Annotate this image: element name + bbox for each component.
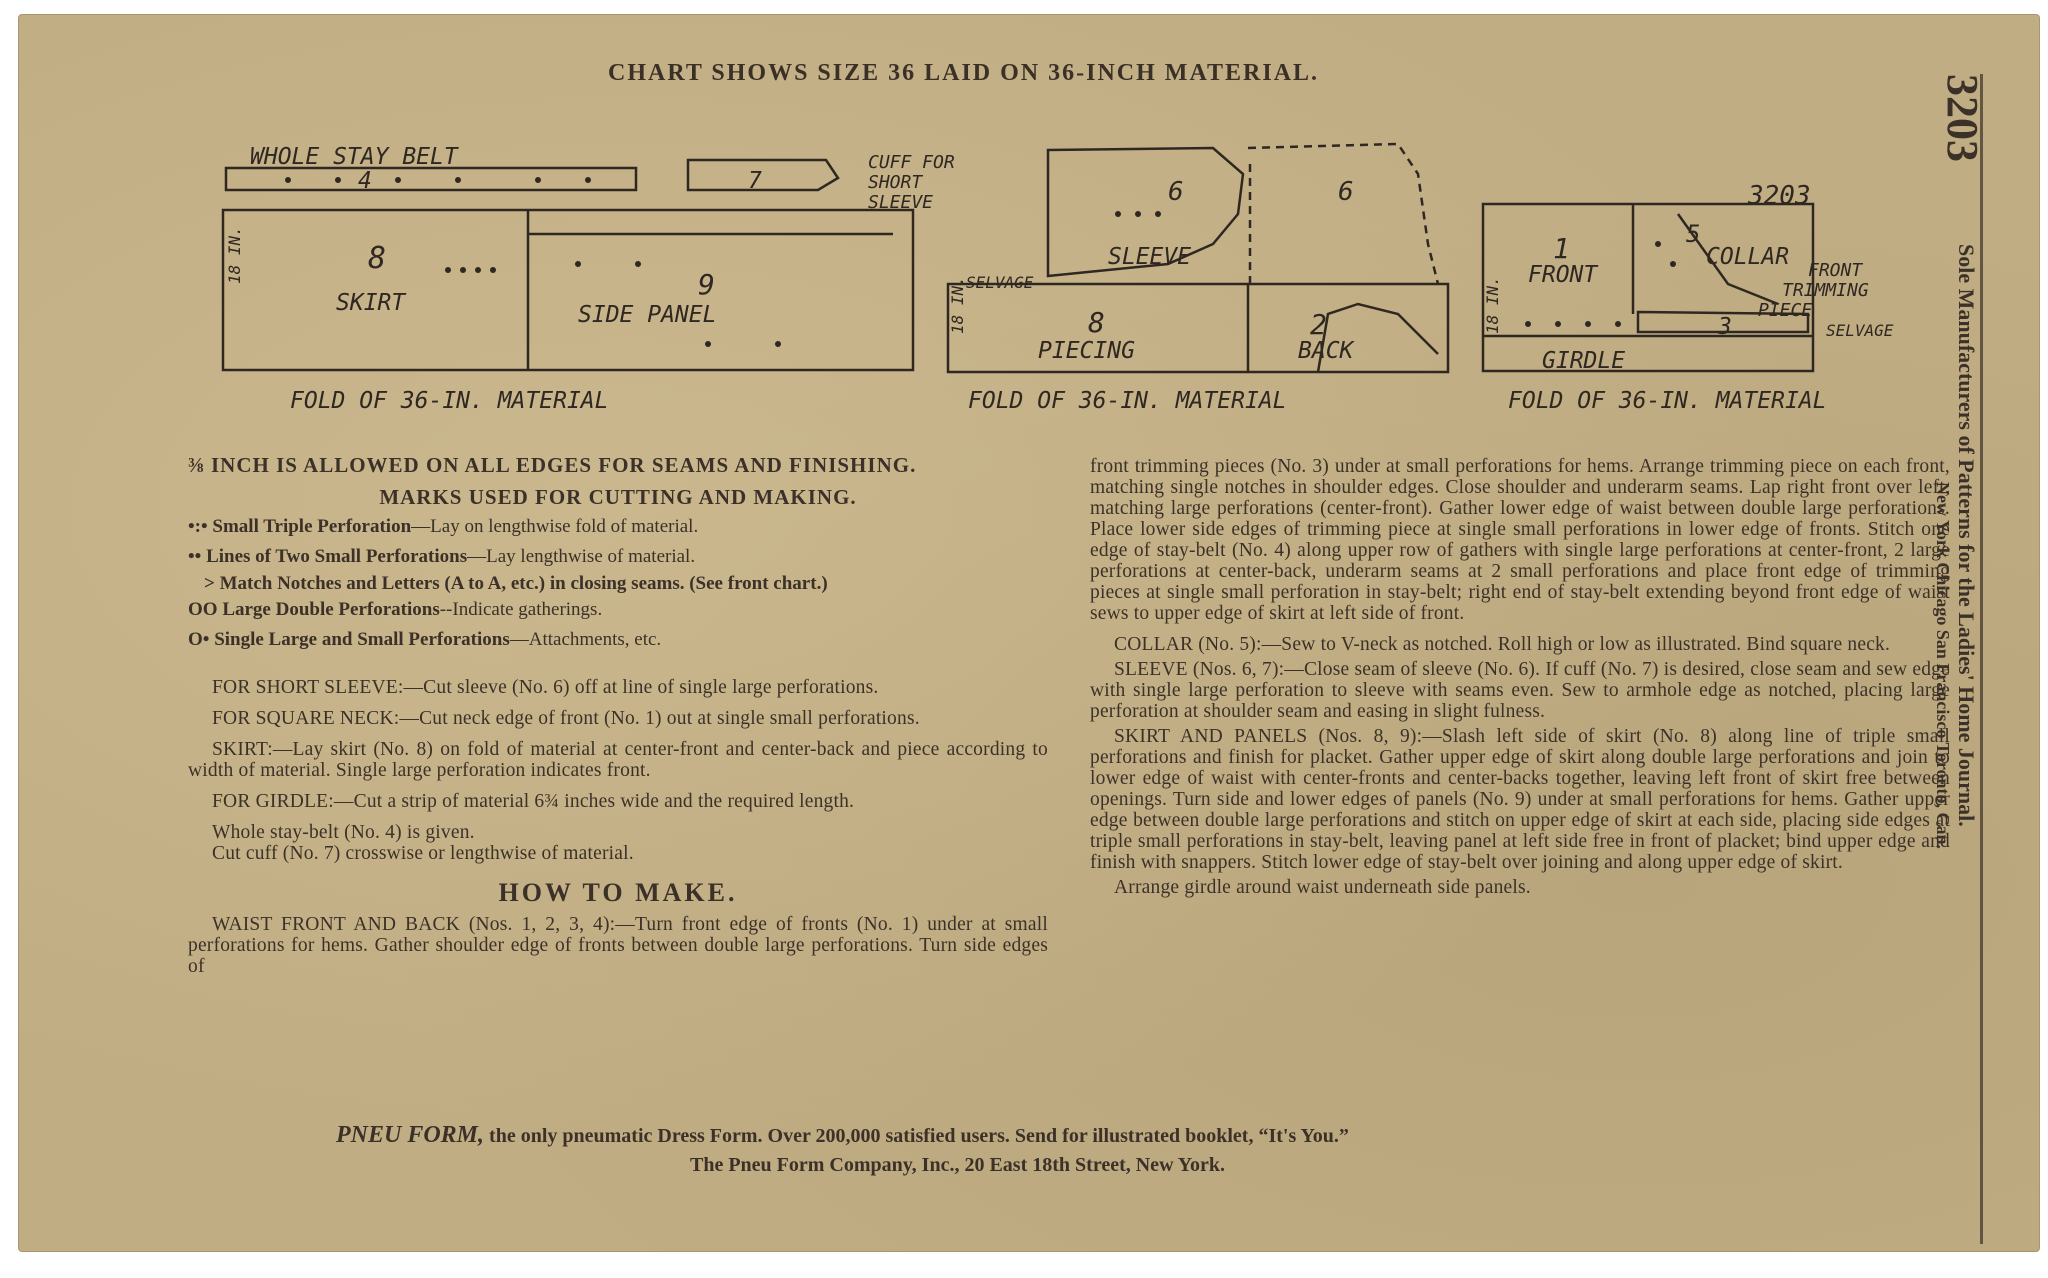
chart-title: CHART SHOWS SIZE 36 LAID ON 36-INCH MATERIAL.	[608, 60, 1320, 86]
label-fold-2: FOLD OF 36-IN. MATERIAL	[968, 388, 1287, 414]
label-fold-1: FOLD OF 36-IN. MATERIAL	[290, 388, 609, 414]
label-width-2: 18 IN.	[948, 276, 967, 334]
advert-line	[336, 1122, 1349, 1149]
advert-address: The Pneu Form Company, Inc., 20 East 18th Street, New York.	[690, 1154, 1225, 1176]
label-panel-num: 9	[698, 268, 715, 301]
label-fold-3: FOLD OF 36-IN. MATERIAL	[1508, 388, 1827, 414]
label-width-3: 18 IN.	[1483, 276, 1502, 334]
para-skirt-panels: SKIRT AND PANELS (Nos. 8, 9):—Slash left side of skirt (No. 8) along line of triple small perforations and finish for placket. Gather upper edge of skirt along double large perforations and join to lower edge of waist with center-fronts and center-backs together, leaving left front of skirt free between openings. Turn side and lower edges of panels (No. 9) under at small perforations for hems. Gather upper edge between double large perforations and stitch on upper edge of skirt at each side, placing side edges at triple small perforations in stay-belt, leaving panel at left side free in front of placket; bind upper edge and finish with snappers. Stitch lower edge of stay-belt over joining and along upper edge of skirt.	[1090, 726, 1950, 873]
label-stay-belt: WHOLE STAY BELT	[250, 144, 458, 170]
para-girdle: FOR GIRDLE:—Cut a strip of material 6¾ inches wide and the required length.	[212, 791, 855, 812]
label-trim-1: FRONT	[1808, 260, 1863, 281]
label-trim-3: PIECE	[1758, 300, 1813, 321]
para-square-neck: FOR SQUARE NECK:—Cut neck edge of front (No. 1) out at single small perforations.	[212, 708, 920, 729]
mark-triple-perforation: •:• Small Triple Perforation—Lay on lengthwise fold of material.	[188, 516, 699, 537]
label-cuff-num: 7	[748, 168, 762, 194]
para-continued: front trimming pieces (No. 3) under at small perforations for hems. Arrange trimming piece on each front, matching single notches in shoulder edges. Close shoulder and underarm seams. Lap right front over left, matching large perforations (center-front). Gather lower edge of waist between double large perforations. Place lower side edges of trimming piece at single small perforations in lower edge of fronts. Stitch one edge of stay-belt (No. 4) along upper row of gathers with single large perforations at center-front, 2 large perforations at center-back, underarm seams at 2 small perforations and place front edge of trimming pieces at single small perforation in stay-belt; right end of stay-belt extending beyond front edge of waist sews to upper edge of skirt at left side of front.	[1090, 456, 1950, 624]
para-skirt: SKIRT:—Lay skirt (No. 8) on fold of material at center-front and center-back and piece according to width of material. Single large perforation indicates front.	[188, 739, 1048, 781]
label-selvage-3: SELVAGE	[1826, 321, 1894, 340]
label-collar-num: 5	[1686, 220, 1701, 248]
label-width-1: 18 IN.	[225, 226, 244, 284]
label-collar: COLLAR	[1706, 244, 1790, 270]
label-back-num: 2	[1310, 308, 1327, 341]
diagram2-frame	[948, 284, 1448, 372]
cutting-layout-diagrams	[18, 14, 2040, 434]
advert-brand: PNEU FORM,	[336, 1122, 485, 1148]
cuff-piece	[688, 160, 838, 190]
side-manufacturer-line: Sole Manufacturers of Patterns for the Ladies' Home Journal.	[1954, 244, 1979, 827]
label-selvage-2: SELVAGE	[966, 273, 1034, 292]
label-sleeve-num-2: 6	[1338, 177, 1354, 207]
para-arrange-girdle: Arrange girdle around waist underneath side panels.	[1114, 877, 1531, 898]
para-waist: WAIST FRONT AND BACK (Nos. 1, 2, 3, 4):—Turn front edge of fronts (No. 1) under at small perforations for hems. Gather shoulder edge of fronts between double large perforations. Turn side edges of	[188, 914, 1048, 977]
mark-single-large-small: O• Single Large and Small Perforations—Attachments, etc.	[188, 629, 662, 650]
side-pattern-number: 3203	[1938, 74, 1987, 162]
mark-large-double: OO Large Double Perforations--Indicate gatherings.	[188, 599, 603, 620]
mark-two-perforations: •• Lines of Two Small Perforations—Lay lengthwise of material.	[188, 546, 696, 567]
para-collar: COLLAR (No. 5):—Sew to V-neck as notched. Roll high or low as illustrated. Bind square neck.	[1114, 634, 1891, 655]
left-column	[188, 454, 1048, 977]
right-border-rule	[1980, 74, 1983, 1244]
side-cities: New York Chicago San Francisco Toronto, Can.	[1933, 482, 1953, 850]
advert-text: the only pneumatic Dress Form. Over 200,000 satisfied users. Send for illustrated booklet, “It's You.”	[484, 1125, 1349, 1147]
label-front: FRONT	[1528, 262, 1598, 288]
pattern-envelope	[18, 14, 2040, 1252]
label-sleeve-num: 6	[1168, 177, 1184, 207]
label-trim-num: 3	[1718, 314, 1732, 340]
label-trim-2: TRIMMING	[1782, 280, 1869, 301]
how-to-make-heading: HOW TO MAKE.	[498, 878, 738, 907]
seam-allowance: ⅜ INCH IS ALLOWED ON ALL EDGES FOR SEAMS AND FINISHING.	[188, 453, 917, 477]
right-column	[1090, 456, 1950, 898]
para-cuff: Cut cuff (No. 7) crosswise or lengthwise of material.	[212, 843, 634, 864]
label-skirt: SKIRT	[336, 290, 406, 316]
label-piecing: PIECING	[1038, 338, 1135, 364]
para-short-sleeve: FOR SHORT SLEEVE:—Cut sleeve (No. 6) off at line of single large perforations.	[212, 677, 879, 698]
label-piecing-num: 8	[1088, 306, 1105, 339]
label-pattern-number: 3203	[1748, 181, 1811, 211]
marks-heading: MARKS USED FOR CUTTING AND MAKING.	[379, 485, 857, 509]
label-belt-num: 4	[358, 168, 372, 194]
label-cuff-1: CUFF FOR	[868, 152, 955, 173]
label-back: BACK	[1298, 338, 1354, 364]
label-sleeve: SLEEVE	[1108, 244, 1192, 270]
label-cuff-2: SHORT	[868, 172, 923, 193]
para-sleeve: SLEEVE (Nos. 6, 7):—Close seam of sleeve (No. 6). If cuff (No. 7) is desired, close seam and sew edge with single large perforation to sleeve with seams even. Sew to armhole edge as notched, placing large perforation at shoulder seam and easing in slight fulness.	[1090, 659, 1950, 722]
mark-notches: > Match Notches and Letters (A to A, etc.) in closing seams. (See front chart.)	[204, 573, 828, 594]
para-stay-belt: Whole stay-belt (No. 4) is given.	[212, 822, 475, 843]
label-side-panel: SIDE PANEL	[578, 302, 717, 328]
label-girdle: GIRDLE	[1542, 348, 1626, 374]
label-front-num: 1	[1553, 232, 1570, 265]
label-cuff-3: SLEEVE	[868, 192, 934, 213]
label-skirt-num: 8	[368, 241, 387, 276]
